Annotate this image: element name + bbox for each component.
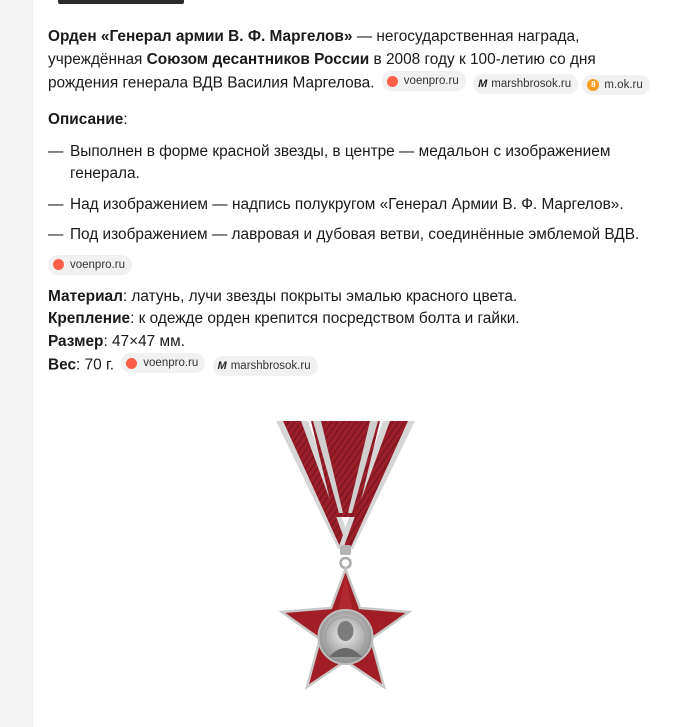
source-label: marshbrosok.ru: [230, 359, 311, 372]
property-size: Размер: 47×47 мм.: [48, 332, 185, 350]
general-medallion: [319, 610, 373, 664]
order-image[interactable]: [273, 417, 418, 707]
voenpro-icon: [53, 259, 64, 270]
source-label: voenpro.ru: [143, 357, 199, 369]
voenpro-icon: [387, 76, 398, 87]
answer-content: [48, 26, 658, 377]
property-mount: Крепление: к одежде орден крепится посредством болта и гайки.: [48, 310, 520, 327]
source-chip-marshbrosok[interactable]: [473, 74, 578, 94]
source-chip-ok[interactable]: [582, 75, 649, 95]
voenpro-icon: [126, 358, 137, 369]
tab-indicator: [58, 0, 184, 4]
order-title: Орден «Генерал армии В. Ф. Маргелов»: [48, 28, 353, 45]
marshbrosok-icon: M: [217, 359, 226, 372]
source-label: voenpro.ru: [70, 258, 125, 271]
list-item: — Над изображением — надпись полукругом «Генерал Армии В. Ф. Маргелов».: [48, 194, 658, 217]
source-chip-voenpro[interactable]: [48, 255, 132, 275]
properties: [48, 286, 658, 378]
list-item: — Под изображением — лавровая и дубовая ветви, соединённые эмблемой ВДВ.: [48, 224, 658, 247]
intro-text-end: в 2008 году к 100-летию со дня рождения генерала ВДВ Василия Маргелова.: [48, 50, 596, 92]
marshbrosok-icon: M: [478, 77, 487, 90]
intro-paragraph: [48, 26, 658, 95]
source-chip-marshbrosok[interactable]: [213, 356, 318, 376]
ribbon-clasp: [340, 545, 351, 555]
ribbon: [276, 421, 415, 549]
intro-text: — негосударственная награда, учреждённая: [48, 28, 580, 68]
source-label: marshbrosok.ru: [491, 77, 572, 90]
property-material: Материал: латунь, лучи звезды покрыты эмалью красного цвета.: [48, 287, 518, 305]
dash-marker: —: [48, 195, 64, 213]
source-chip-voenpro[interactable]: [121, 353, 205, 373]
source-label: m.ok.ru: [604, 78, 643, 91]
description-list: [48, 141, 658, 247]
organization-name: Союзом десантников России: [146, 50, 370, 68]
description-sources: [48, 255, 658, 279]
ok-icon: 8: [587, 79, 599, 91]
source-label: voenpro.ru: [403, 75, 459, 87]
property-weight: Вес: 70 г. voenpro.ru M marshbrosok.ru: [48, 353, 658, 377]
dash-marker: —: [48, 142, 64, 160]
list-item: — Выполнен в форме красной звезды, в центре — медальон с изображением генерала.: [48, 142, 611, 182]
dash-marker: —: [48, 226, 64, 243]
source-chip-voenpro[interactable]: [382, 71, 466, 91]
description-heading: Описание:: [48, 111, 128, 128]
